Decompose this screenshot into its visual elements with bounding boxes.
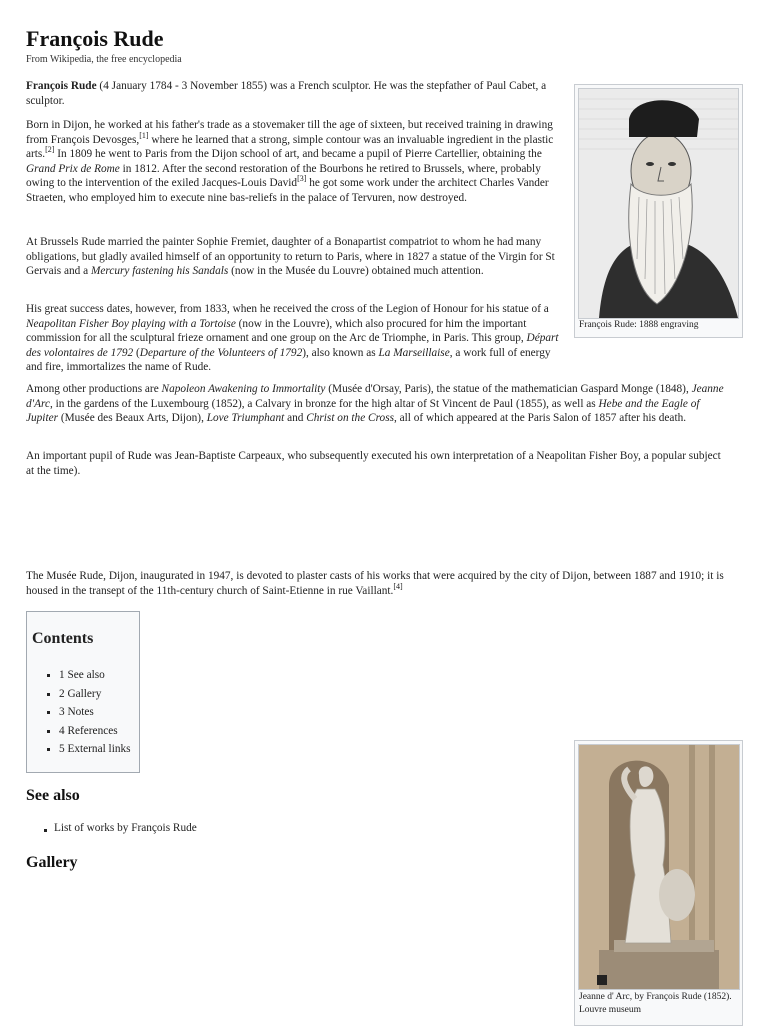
hebe-title: Hebe and the Eagle of Jupiter	[26, 397, 700, 425]
para5-text-4: (Musée des Beaux Arts, Dijon),	[58, 412, 207, 425]
christ-title: Christ on the Cross	[306, 412, 394, 425]
napoleon-title: Napoleon Awakening to Immortality	[161, 383, 326, 395]
para4-text-2: (now in the Louvre), which also procured for him the important commission for all the sculptural frieze ornament and one group on the Arc de Triomphe, in Paris. This group,	[26, 317, 527, 345]
statue-image[interactable]	[578, 744, 740, 990]
para4-text-5: , a work full of energy and fire, immortalizes the name of Rude.	[26, 346, 551, 374]
productions-paragraph	[26, 382, 726, 426]
toc-list	[47, 666, 131, 759]
mercury-title: Mercury fastening his Sandals	[90, 265, 229, 278]
early-life-paragraph	[26, 118, 560, 206]
gallery-heading: Gallery	[26, 854, 78, 871]
fisher-boy-title: Neapolitan Fisher Boy playing with a Tortoise	[26, 317, 236, 330]
para3-text-1: At Brussels Rude married the painter Sophie Fremiet, daughter of a Bonapartist compatriot to whom he had many obligations, but gladly availed himself of an opportunity to return to Paris, where in 1827 a statue of the Virgin for St Gervais and a	[26, 236, 555, 278]
toc-item-see-also[interactable]: 1 See also	[47, 666, 131, 685]
depart-title: Départ des volontaires de 1792	[26, 332, 559, 359]
statue-photo-drawing	[579, 745, 739, 989]
para4-text-3: (	[133, 346, 140, 359]
jeanne-title: Jeanne d'Arc	[26, 383, 724, 410]
para5-text-5: and	[284, 412, 307, 425]
portrait-engraving-drawing	[579, 89, 738, 318]
see-also-item-works[interactable]: List of works by François Rude	[44, 822, 197, 834]
page-title: François Rude	[26, 26, 164, 51]
statue-caption: Jeanne d' Arc, by François Rude (1852). Louvre museum	[579, 992, 732, 1015]
para4-text-1: His great success dates, however, from 1833, when he received the cross of the Legion of Honour for his statue of a	[26, 303, 549, 315]
intro-paragraph	[26, 79, 560, 108]
para2-text-4: in 1812. After the second restoration of the Bourbons he retired to Brussels, where, probably owing to the intervention of the exiled Jacques-Louis David	[26, 162, 541, 190]
toc-item-gallery[interactable]: 2 Gallery	[47, 685, 131, 704]
para2-text-3: In 1809 he went to Paris from the Dijon school of art, and became a pupil of Pierre Cartellier, obtaining the	[54, 148, 542, 161]
ref-2-link[interactable]: [2]	[45, 145, 55, 155]
brussels-paragraph	[26, 235, 560, 279]
para5-text-3: , in the gardens of the Luxembourg (1852), a Calvary in bronze for the high altar of St Vincent de Paul (1855), as well as	[49, 397, 599, 410]
toc-title: Contents	[32, 630, 94, 647]
departure-title: Departure of the Volunteers of 1792	[139, 346, 303, 359]
see-also-list	[44, 822, 197, 834]
toc-item-references[interactable]: 4 References	[47, 722, 131, 741]
musee-paragraph	[26, 569, 738, 598]
para5-text-2: (Musée d'Orsay, Paris), the statue of the mathematician Gaspard Monge (1848),	[325, 383, 692, 395]
table-of-contents	[26, 611, 140, 773]
success-paragraph	[26, 302, 560, 375]
ref-1-link[interactable]: [1]	[139, 130, 149, 140]
para2-text-1: Born in Dijon, he worked at his father's trade as a stovemaker till the age of sixteen, but received training in drawing from François Devosges,	[26, 119, 553, 146]
ref-3-link[interactable]: [3]	[297, 174, 307, 184]
para4-text-4: ), also known as	[302, 346, 379, 359]
para2-text-5: he got some work under the architect Charles Vander Straeten, who employed him to execute nine bas-reliefs in the palace of Tervuren, now destroyed.	[26, 177, 549, 204]
see-also-heading: See also	[26, 787, 80, 804]
para2-text-2: where he learned that a strong, simple contour was an invaluable ingredient in the plastic arts.	[26, 133, 554, 161]
toc-item-external-links[interactable]: 5 External links	[47, 740, 131, 759]
para6-text: An important pupil of Rude was Jean-Baptiste Carpeaux, who subsequently executed his own interpretation of a Neapolitan Fisher Boy, a popular subject at the time).	[26, 450, 721, 477]
portrait-figure	[574, 84, 743, 338]
ref-4-link[interactable]: [4]	[393, 581, 403, 591]
para5-text-1: Among other productions are	[26, 383, 162, 395]
grand-prix-title: Grand Prix de Rome	[26, 162, 120, 175]
pupil-paragraph	[26, 449, 726, 478]
marseillaise-title: La Marseillaise	[378, 346, 450, 359]
statue-figure	[574, 740, 743, 1026]
para3-text-2: (now in the Musée du Louvre) obtained much attention.	[228, 265, 484, 278]
portrait-caption: François Rude: 1888 engraving	[579, 320, 699, 330]
love-triumphant-title: Love Triumphant	[206, 412, 285, 425]
intro-text: (4 January 1784 - 3 November 1855) was a French sculptor. He was the stepfather of Paul Cabet, a sculptor.	[26, 80, 547, 107]
intro-name: François Rude	[26, 80, 97, 92]
page-tagline: From Wikipedia, the free encyclopedia	[26, 54, 182, 65]
para7-text: The Musée Rude, Dijon, inaugurated in 1947, is devoted to plaster casts of his works that were acquired by the city of Dijon, between 1887 and 1910; it is housed in the transept of the 11th-century church of Saint-Etienne in rue Vaillant.	[26, 570, 724, 597]
para5-text-6: , all of which appeared at the Paris Salon of 1857 after his death.	[394, 412, 687, 425]
portrait-image[interactable]	[578, 88, 739, 319]
toc-item-notes[interactable]: 3 Notes	[47, 703, 131, 722]
